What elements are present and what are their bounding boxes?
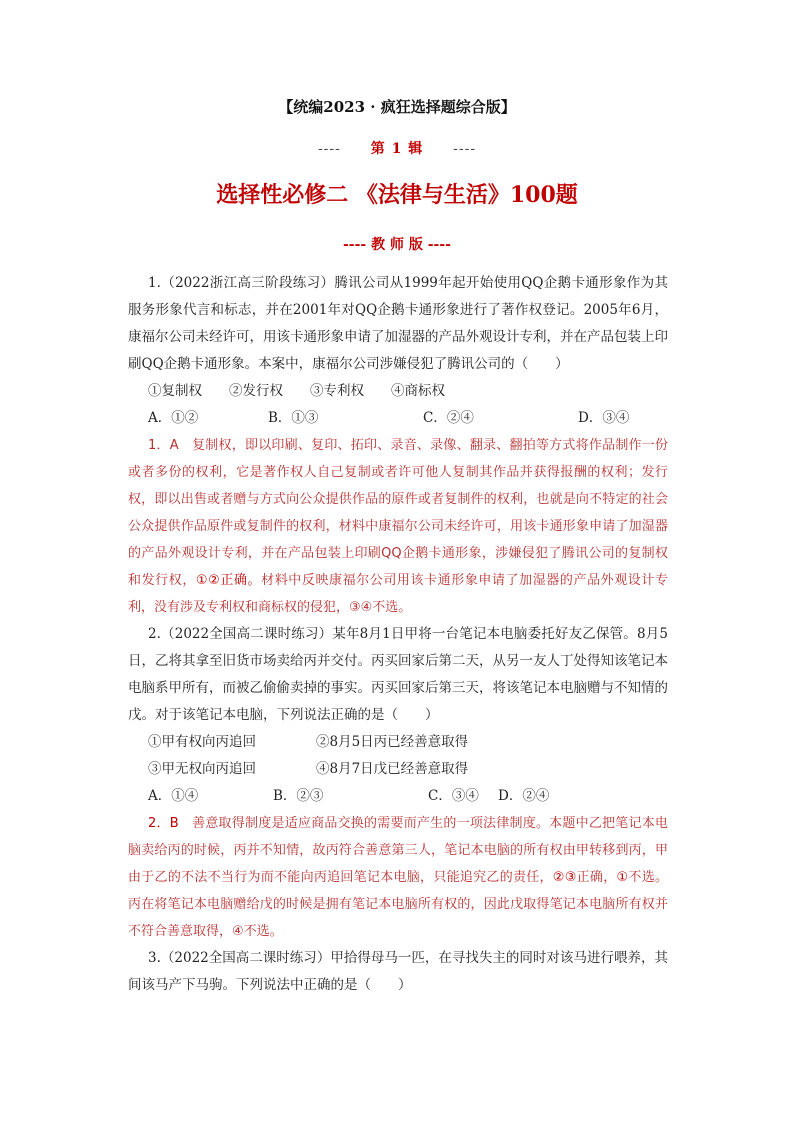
question-2-items-row-2 bbox=[128, 756, 668, 783]
answer-highlight: ①②正确。 bbox=[195, 573, 262, 588]
option-d: D．②④ bbox=[498, 788, 550, 804]
answer-mid: 正确， bbox=[576, 870, 617, 885]
answer-highlight-2: ① bbox=[616, 870, 629, 885]
option-c: C．②④ bbox=[423, 410, 474, 426]
answer-text: 1．A 复制权，即以印刷、复印、拓印、录音、录像、翻录、翻拍等方式将作品制作一份或者多份的权利，它是著作权人自己复制或者许可他人复制其作品并获得报酬的权利；发行权，即以出售或者赠与方式向公众提供作品的原件或者复制件的权利，也就是向不特定的社会公众提供作品原件或复制件的权利，材料中康福尔公司未经许可，用该卡通形象申请了加湿器的产品外观设计专利，并在产品包装上印刷QQ企鹅卡通形象，涉嫌侵犯了腾讯公司的复制权和发行权， bbox=[128, 438, 668, 588]
volume-dash-left: ---- bbox=[317, 141, 341, 157]
answer-tail: 材料中反映康福尔公司用该卡通形象申请了加湿器的产品外观设计专利，没有涉及专利权和商标权的侵犯，③④不选。 bbox=[128, 573, 668, 615]
item-1: ①甲有权向丙追回 bbox=[148, 734, 256, 750]
question-2-items-row-1 bbox=[128, 729, 668, 756]
question-list bbox=[128, 270, 668, 999]
question-2-stem: 2.（2022全国高二课时练习）某年8月1日甲将一台笔记本电脑委托好友乙保管。8月5日，乙将其拿至旧货市场卖给丙并交付。丙买回家后第二天，从另一友人丁处得知该笔记本电脑系甲所有，而被乙偷偷卖掉的事实。丙买回家后第三天，将该笔记本电脑赠与不知情的戊。对于该笔记本电脑，下列说法正确的是（ ） bbox=[128, 626, 668, 723]
option-b: B．①③ bbox=[268, 410, 319, 426]
question-1-items: ①复制权 ②发行权 ③专利权 ④商标权 bbox=[148, 383, 445, 399]
question-2-answer bbox=[128, 810, 668, 945]
question-1-answer bbox=[128, 432, 668, 621]
volume-label: 第 1 辑 bbox=[370, 141, 424, 157]
option-d: D．③④ bbox=[578, 410, 630, 426]
answer-highlight-1: ②③ bbox=[552, 870, 577, 885]
item-4: ④8月7日戊已经善意取得 bbox=[316, 761, 469, 777]
answer-text: 善意取得制度是适应商品交换的需要而产生的一项法律制度。本题中乙把笔记本电脑卖给丙的时候，丙并不知情，故丙符合善意第三人，笔记本电脑的所有权由甲转移到丙，甲由于乙的不法不当行为而不能向丙追回笔记本电脑，只能追究乙的责任， bbox=[128, 816, 668, 885]
volume-dash-right: ---- bbox=[453, 141, 477, 157]
question-1-options bbox=[128, 405, 668, 432]
answer-number: 2．B bbox=[148, 816, 179, 831]
question-2-options bbox=[128, 783, 668, 810]
question-1-stem: 1.（2022浙江高三阶段练习）腾讯公司从1999年起开始使用QQ企鹅卡通形象作为其服务形象代言和标志，并在2001年对QQ企鹅卡通形象进行了著作权登记。2005年6月，康福尔公司未经许可，用该卡通形象申请了加湿器的产品外观设计专利，并在产品包装上印刷QQ企鹅卡通形象。本案中，康福尔公司涉嫌侵犯了腾讯公司的（ ） bbox=[128, 275, 668, 372]
edition-label: ---- 教 师 版 ---- bbox=[343, 237, 451, 253]
main-title: 选择性必修二 《法律与生活》100题 bbox=[216, 182, 578, 208]
item-3: ③甲无权向丙追回 bbox=[148, 761, 256, 777]
question-3-stem: 3.（2022全国高二课时练习）甲拾得母马一匹，在寻找失主的同时对该马进行喂养，其间该马产下马驹。下列说法中正确的是（ ） bbox=[128, 950, 668, 993]
series-title: 【统编2023 · 疯狂选择题综合版】 bbox=[278, 98, 516, 116]
option-c: C．③④ bbox=[428, 788, 479, 804]
option-a: A．①④ bbox=[148, 788, 199, 804]
option-b: B．②③ bbox=[273, 788, 324, 804]
option-a: A．①② bbox=[148, 410, 199, 426]
item-2: ②8月5日丙已经善意取得 bbox=[316, 734, 469, 750]
volume-heading bbox=[0, 138, 794, 158]
answer-tail: 不选。丙在将笔记本电脑赠给戊的时候是拥有笔记本电脑所有权的，因此戊取得笔记本电脑所有权并不符合善意取得，④不选。 bbox=[128, 870, 668, 939]
